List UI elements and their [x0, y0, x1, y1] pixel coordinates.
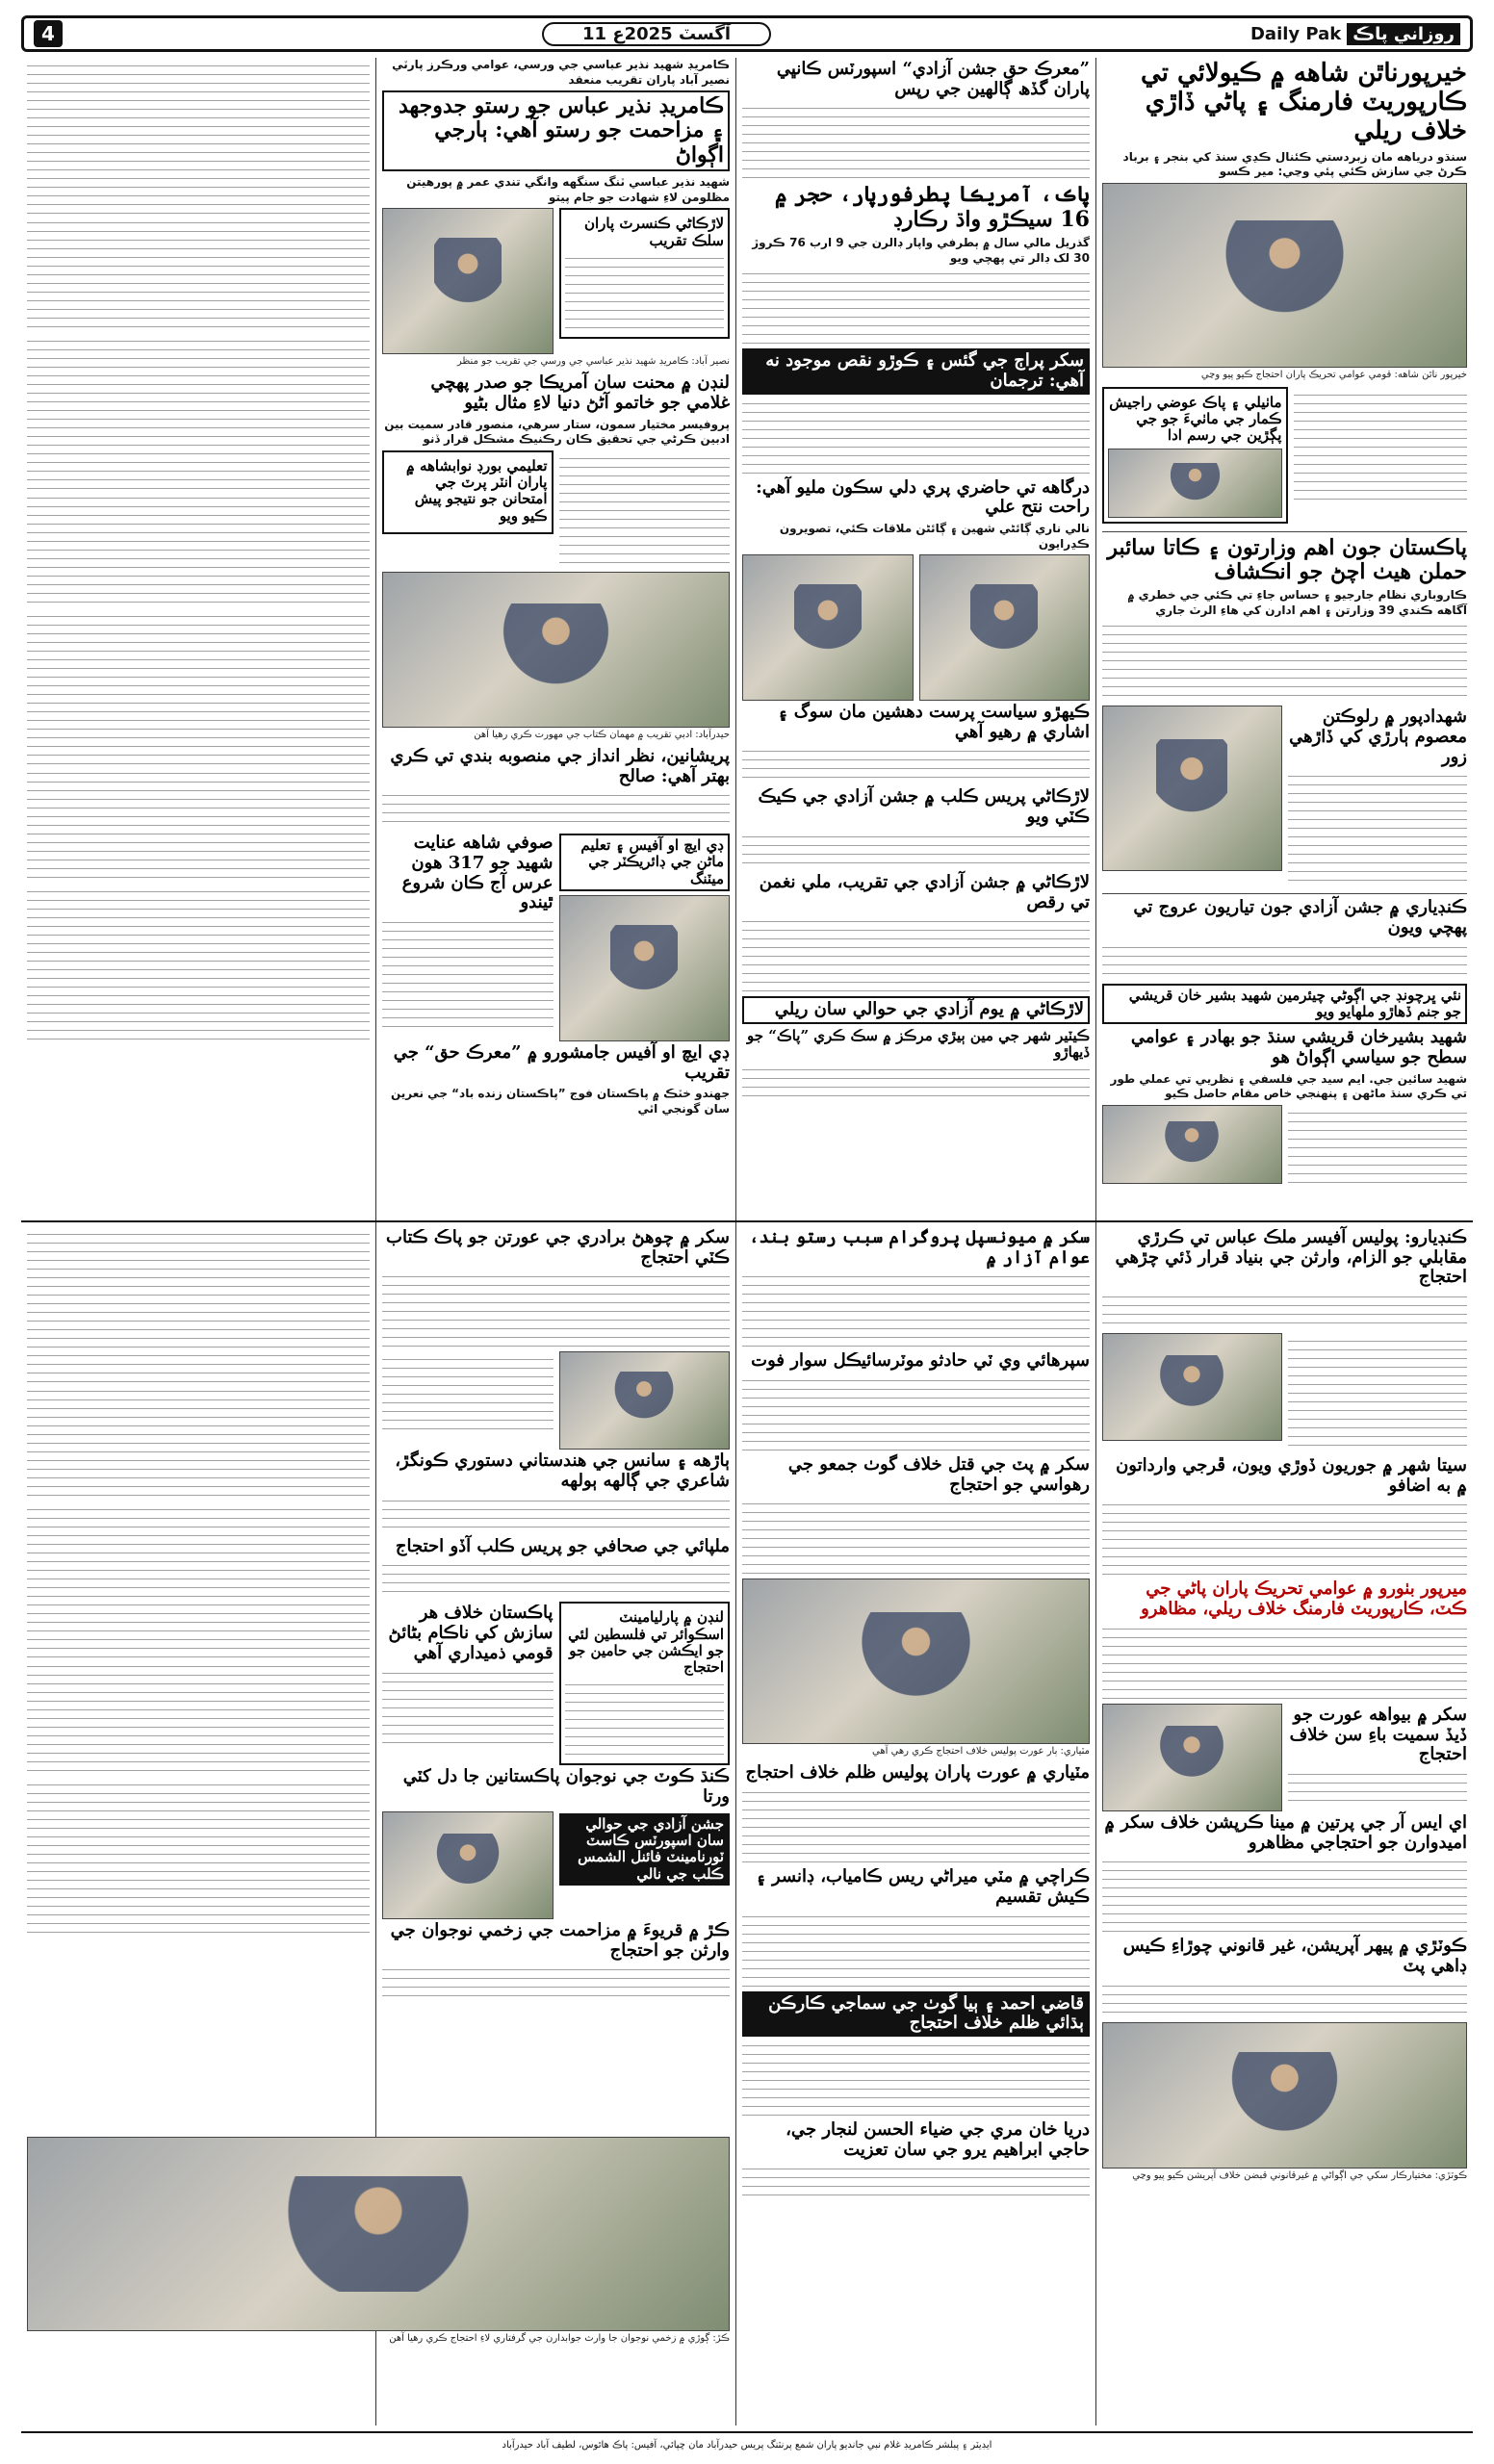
comrade-photo — [382, 208, 554, 354]
market-headline: ڪيٽير شهر جي مين ٻيڙي مرڪز ۾ سڪ ڪري ”پاڪ“ جو ڏيهاڙو — [747, 1026, 1090, 1062]
mourning-headline: ڪيهڙو سياست پرست دهشين مان سوگ ۽ اشاري ۾ رهيو آهي — [777, 702, 1090, 742]
shrine-photo-1 — [919, 554, 1091, 701]
rally-headline: لاڙڪاڻي ۾ يوم آزادي جي حوالي سان ريلي — [742, 996, 1090, 1024]
matiari-headline: مٽياري ۾ عورت پاران پوليس ظلم خلاف احتجاج — [745, 1762, 1090, 1784]
footer-imprint: ايڊيٽر ۽ پبلشر ڪامريڊ غلام نبي جانديو پاران شمع پرنٽنگ پريس حيدرآباد مان ڇپائي، آفيس: پاڪ هائوس، لطيف آباد حيدرآباد — [21, 2431, 1473, 2456]
ritual-box-headline: ماٺيلي ۽ پاڪ عوضي راجيش ڪمار جي ماٺيءَ جو جي پڳڙين جي رسم ادا — [1109, 393, 1282, 445]
page-number: 4 — [34, 20, 63, 47]
women-photo — [742, 1578, 1090, 1744]
chohan-headline: سکر ۾ چوهڻ برادري جي عورتن جو پاڪ ڪتاب ڪٽي احتجاج — [386, 1227, 730, 1268]
shrine-photo-2 — [742, 554, 914, 701]
lead-subheadline: سنڌو درياهه مان زبردستي ڪئنال ڪڍي سنڌ کي بنجر ۽ برباد ڪرڻ جي سازش ڪئي پئي وڃي: مير ڪسو — [1122, 149, 1467, 179]
kotri-police-headline: ڪنڊيارو: پوليس آفيسر ملڪ عباس تي ڪرڙي مقابلي جو الزام، وارثن جي بنياد قرار ڏئي چڙهي احتجاج — [1115, 1227, 1467, 1288]
qazi-ahmed-headline: قاضي احمد ۽ ٻيا گوٺ جي سماجي ڪارڪن ٻڌائي ظلم خلاف احتجاج — [742, 1991, 1090, 2037]
london-headline: لنڊن ۾ محنت سان آمريڪا جو صدر پهچي غلامي جو خاتمو آڻڻ دنيا لاءِ مثال بڻيو — [430, 372, 730, 413]
child-photo — [1102, 706, 1282, 871]
page-fold-rule — [21, 1220, 1473, 1222]
london-protest-title: لنڊن ۾ پارليامينٽ اسڪوائر تي فلسطين لئي جو ايڪشن جي حامين جو احتجاج — [568, 1608, 724, 1677]
brand-sindhi: روزاني پاڪ — [1347, 23, 1460, 45]
comrade-subheadline: شهيد نذير عباسي ٽنگ سنگهه وانگي تندي عمر ۾ پورهيتن مظلومن لاءِ شهادت جو جام پيتو — [406, 175, 730, 204]
mirpur-headline: ميرپور بٺورو ۾ عوامي تحريڪ پاران پاڻي جي ڪٽ، ڪارپوريٽ فارمنگ خلاف ريلي، مظاهرو — [1141, 1578, 1467, 1620]
candidates-headline: اي ايس آر جي پرتين ۾ مينا ڪرپشن خلاف سکر ۾ اميدوارن جو احتجاجي مظاهرو — [1104, 1811, 1467, 1853]
lead-headline: خيرپورناٿن شاهه ۾ ڪيولائي تي ڪارپوريٽ فارمنگ ۽ پاڻي ڏاڙي خلاف ريلي — [1141, 59, 1467, 145]
page-body — [21, 58, 1473, 2426]
dho-event-subheadline: جهندو خٽڪ ۾ پاڪستان فوج ”پاڪستان زنده باد“ جي نعرين سان گونجي اٿي — [390, 1087, 730, 1116]
event-photo — [382, 572, 730, 728]
column-4 — [21, 58, 375, 2426]
meeting-photo — [559, 1351, 731, 1450]
brand-name — [1250, 23, 1460, 45]
column-2 — [735, 58, 1095, 2426]
column-3-lower — [382, 1226, 730, 2006]
dho-event-headline: ڊي ايچ او آفيس جامشورو ۾ ”معرڪ حق“ جي تقريب — [393, 1041, 730, 1083]
concert-box-title: لاڙڪاڻي ڪنسرٽ پاران سلڪ تقريب — [583, 215, 724, 249]
journalist-protest-headline: ملپائي جي صحافي جو پريس ڪلب آڏو احتجاج — [395, 1535, 730, 1556]
child-story-headline: شهدادپور ۾ رلوڪتن معصوم ٻارڙي کي ڏاڙهي زور — [1289, 706, 1467, 767]
kotri-operation-headline: ڪوٽڙي ۾ پيهر آپريشن، غير قانوني چوڙاءِ ڪيس ڊاهي پٽ — [1122, 1936, 1467, 1976]
murder-protest-headline: سکر ۾ پٽ جي قتل خلاف گوٺ جمعو جي رهواسي جو احتجاج — [787, 1454, 1090, 1495]
column-3 — [375, 58, 735, 2426]
families-protest-caption: ڪڙ: ڳوڙي ۾ زخمي نوجوان جا وارث جوابدارن جي گرفتاري لاءِ احتجاج ڪري رهيا آهن — [389, 2333, 730, 2344]
sports-gala-headline: ”معرڪ حق جشن آزادي“ اسپورٽس ڪانڀي پاران گڏھ ڳالهين جي رپس — [776, 59, 1090, 99]
ritual-box — [1102, 387, 1288, 524]
lead-photo-caption: خيرپور ناٿن شاهه: قومي عوامي تحريڪ پاران احتجاج ڪيو پيو وڃي — [1200, 369, 1467, 380]
board-box — [382, 450, 554, 534]
cyber-story — [1102, 536, 1467, 699]
brand-latin: Daily Pak — [1249, 23, 1342, 44]
portrait-photo — [1108, 449, 1282, 518]
condolence-headline: دريا خان مري جي ضياء الحسن لنجار جي، حاجي ابراهيم يرو جي سان تعزيت — [786, 2118, 1090, 2160]
lead-story — [1102, 60, 1467, 524]
protest-photo — [1102, 1704, 1282, 1811]
qureshi-headline: شهيد بشيرخان قريشي سنڌ جو بهادر ۽ عوامي سطح جو سياسي اڳواڻ هو — [1130, 1027, 1467, 1068]
shrine-subheadline: نالي ناري ڳائڻي شهين ۽ ڳائڻن ملاقات ڪئي، تصويرون ڪڍرايون — [779, 521, 1090, 551]
event-photo-caption: حيدرآباد: ادبي تقريب ۾ مهمان ڪتاب جي مهورت ڪري رهيا آهن — [474, 729, 730, 740]
shrine-headline: درگاهه تي حاضري پري دلي سڪون مليو آهي: راحت نتح علي — [756, 476, 1090, 518]
kandiaro-headline: ڪنڊياري ۾ جشن آزادي جون تياريون عروج تي پهچي ويون — [1133, 897, 1467, 938]
press-club-cake-headline: لاڙڪاڻي پريس ڪلب ۾ جشن آزادي جي ڪيڪ ڪٽي ويو — [758, 786, 1090, 828]
dho-meeting-box: ڊي ايچ او آفيس ۽ تعليم ماڻن جي ڊائريڪٽر جي ميٽنگ — [559, 834, 731, 891]
london-subheadline: پروفيسر مختيار سمون، ستار سرهي، منصور قادر سميت بين ادبين ڪرڻي جي تحقيق ڪان رڪنيڪ مشڪل قرار ڏنو — [384, 417, 730, 447]
london-protest-box — [559, 1602, 731, 1765]
women-photo-caption: مٽياري: ٻار عورت پوليس خلاف احتجاج ڪري رهي آهي — [872, 1746, 1090, 1758]
column-2-lower — [742, 1226, 1090, 2205]
lead-photo — [1102, 183, 1467, 368]
comrade-photo-caption: نصير آباد: ڪامريڊ شهيد نذير عباسي جي ورسي جي تقريب جو منظر — [456, 356, 730, 368]
gas-headline: سکر پراڄ جي گئس ۽ ڪوڙو نقص موجود نه آهي: ترجمان — [742, 348, 1090, 394]
kandhkot-headline: ڪنڌ ڪوٽ جي نوجوان پاڪستانين جا دل کٽي ورتا — [402, 1766, 730, 1808]
trade-subheadline: گذريل مالي سال ۾ ٻطرفي واپار ڊالرن جي 9 ارب 76 ڪروڙ 30 لک ڊالر تي پهچي ويو — [752, 235, 1090, 265]
poetry-headline: ٻاڙهه ۽ سانس جي هندستاني دستوري ڪونگڙ، شاعري جي ڳالهه ٻولهه — [395, 1450, 730, 1492]
protest-photo-strip — [27, 2137, 730, 2348]
injured-youth-headline: ڪڙ ۾ قريوءَ ۾ مزاحمت جي زخمي نوجوان جي وارثن جو احتجاج — [390, 1919, 730, 1961]
families-protest-photo — [27, 2137, 730, 2331]
issue-date: 11 آگسٽ 2025ع — [542, 22, 771, 46]
trade-headline: پاڪ، آمريڪا پطرفورپار، حجر ۾ 16 سيڪڙو واڌ رڪارڊ — [774, 182, 1090, 232]
comrade-headline: ڪامريڊ نذير عباس جو رستو جدوجهد ۽ مزاحمت جو رستو آهي: ٻارجي اڳواڻ — [382, 90, 730, 171]
urs-headline: صوفي شاهه عنايت شهيد جو 317 هون عرس آج ڪان شروع ٿيندو — [401, 833, 554, 913]
race-headline: ڪراچي ۾ مٽي ميراڻي ريس ڪامياب، ڊانسر ۽ ڪيش تقسيم — [756, 1866, 1090, 1907]
operation-caption: ڪوٽڙي: مختيارڪار سکي جي اڳواڻي ۾ غيرقانوني قبضن خلاف آپريشن ڪيو پيو وڃي — [1132, 2169, 1467, 2181]
masthead-strip — [21, 15, 1473, 52]
conspiracy-headline: پاڪستان خلاف هر سازش کي ناڪام بڻائڻ قومي ذميداري آهي — [388, 1603, 554, 1663]
concert-box — [559, 208, 731, 339]
cyber-headline: پاڪستان جون اهم وزارتون ۽ ڪاتا سائبر حملن هيٺ اچڻ جو انڪشاف — [1107, 534, 1467, 584]
widow-headline: سکر ۾ بيواهه عورت جو ڏيڏ سميت باءِ سن خلاف احتجاج — [1289, 1704, 1467, 1765]
neglect-headline: پريشانين، نظر انداز جي منصوبه بندي تي ڪري بهتر آهي: صالح — [390, 745, 730, 786]
dance-headline: لاڙڪاڻي ۾ جشن آزادي جي تقريب، ملي نغمن تي رقص — [759, 871, 1090, 912]
anniversary-headline: نئي ڀرچونڊ جي اڳوڻي چيئرمين شهيد بشير خان قريشي جو جنم ڏهاڙو ملهايو ويو — [1102, 984, 1467, 1025]
accident-headline: سپرهائي وي ٽي حادثو موٽرسائيڪل سوار فوت — [751, 1350, 1090, 1372]
qureshi-photo — [1102, 1105, 1282, 1184]
road-closed-headline: سکر ۾ ميونسپل پروگرام سبب رستو بند، عوام آزار ۾ — [748, 1227, 1090, 1268]
cyber-subheadline: ڪاروباري نظام جارجيو ۽ حساس جاءِ تي ڪئي جي خطري ۾ آگاهه ڪندي 39 وزارتن ۽ اهم ادارن کي هاءِ الرٽ جاري — [1127, 588, 1467, 617]
woman-portrait — [559, 895, 731, 1041]
athletes-photo — [382, 1811, 554, 1919]
column-1-lower — [1102, 1226, 1467, 2188]
operation-photo — [1102, 2022, 1467, 2169]
man-photo — [1102, 1333, 1282, 1441]
anniversary-kicker: ڪامريڊ شهيد نذير عباسي جي ورسي، عوامي ورڪرز پارٽي نصير آباد پاران تقريب منعقد — [392, 58, 730, 87]
qureshi-subheadline: شهيد سائين جي. ايم سيد جي فلسفي ۽ نظريي تي عملي طور تي ڪري سنڌ ماڻهن ۽ پنهنجي خاص مقام حاصل ڪيو — [1110, 1071, 1467, 1101]
sita-headline: سيتا شهر ۾ جوريون ڏوڙي ويون، ڦرجي وارداتون ۾ به اضافو — [1116, 1455, 1467, 1496]
tournament-box: جشن آزادي جي حوالي سان اسپورٽس ڪاسٽ ٽورنامينٽ فائنل الشمس ڪلب جي نالي — [559, 1813, 731, 1886]
board-box-title: تعليمي بورڊ نوابشاهه ۾ پاران انٽر پرٽ جي امتحانن جو نتيجو پيش ڪيو ويو — [405, 456, 548, 525]
column-1 — [1095, 58, 1473, 2426]
